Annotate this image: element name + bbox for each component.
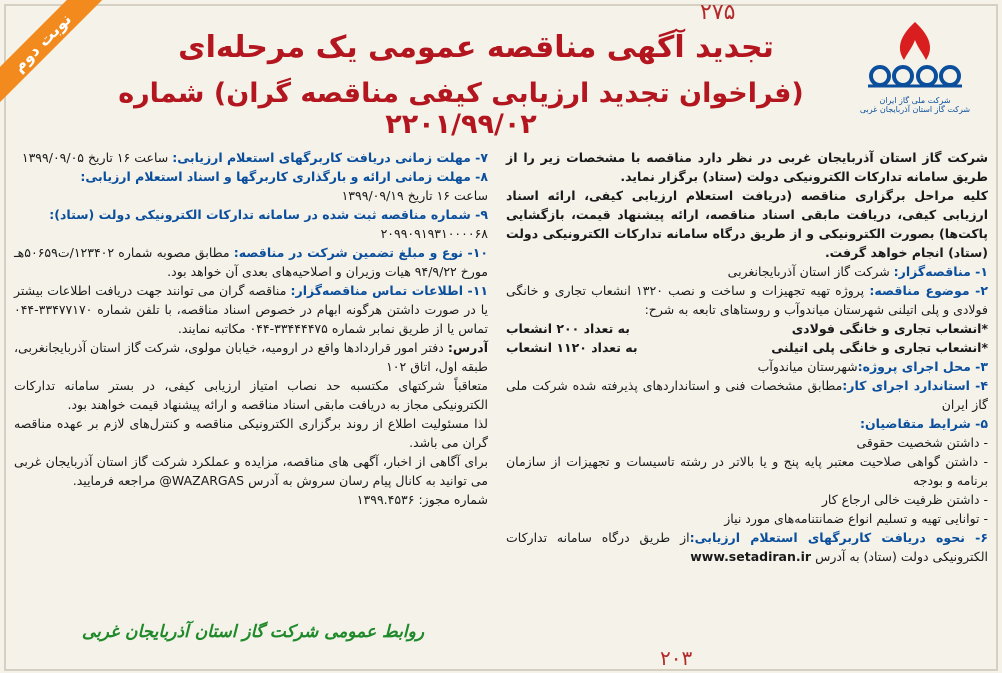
section-10-text: مطابق مصوبه شماره ۱۲۳۴۰۲/ت۵۰۶۵۹هـ مورخ ۹۴/۹/۲۲ هیات وزیران و اصلاحیه‌های بعدی آن خواهد بود.: [14, 245, 488, 279]
logo-line1: شرکت ملی گاز ایران: [879, 96, 951, 105]
section-3-label: ۳- محل اجرای پروژه:: [857, 359, 988, 374]
req-1: - داشتن شخصیت حقوقی: [856, 435, 988, 450]
section-1-text: شرکت گاز استان آذربایجانغربی: [727, 264, 894, 279]
section-3-text: شهرستان میاندوآب: [757, 359, 858, 374]
handwritten-mark-top: ۲۷۵: [700, 0, 736, 25]
item-steel: [506, 319, 988, 338]
req-2: - داشتن گواهی صلاحیت معتبر پایه پنج و یا بالاتر در رشته تاسیسات و تجهیزات از سازمان برنامه و بودجه: [506, 454, 988, 488]
section-4-text: مطابق مشخصات فنی و استانداردهای پذیرفته شده شرکت ملی گاز ایران: [506, 378, 988, 412]
ribbon-label: نوبت دوم: [0, 0, 107, 108]
section-8-label: ۸- مهلت زمانی ارائه و بارگذاری کاربرگها و اسناد استعلام ارزیابی:: [80, 169, 488, 184]
ad-title: تجدید آگهی مناقصه عمومی یک مرحله‌ای: [178, 30, 774, 65]
section-1: [506, 262, 988, 281]
section-7-label: ۷- مهلت زمانی دریافت کاربرگهای استعلام ارزیابی:: [172, 150, 488, 165]
section-5-label: ۵- شرایط متقاضیان:: [859, 416, 988, 431]
item-steel-label: *انشعاب تجاری و خانگی فولادی: [791, 321, 988, 336]
section-2: [506, 281, 988, 319]
address-label: آدرس:: [447, 340, 488, 355]
item-pe-count: به تعداد ۱۱۲۰ انشعاب: [506, 340, 638, 355]
gas-flame-logo-icon: [860, 14, 970, 94]
ad-subtitle: (فراخوان تجدید ارزیابی کیفی مناقصه گران) شماره ۲۲۰۱/۹۹/۰۲: [118, 78, 804, 140]
item-steel-count: به تعداد ۲۰۰ انشعاب: [506, 321, 630, 336]
company-logo: [846, 14, 984, 114]
section-6-text: از طریق درگاه سامانه تدارکات الکترونیکی دولت (ستاد) به آدرس: [506, 530, 988, 564]
permit-number: شماره مجوز: ۱۳۹۹.۴۵۳۶: [356, 492, 488, 507]
handwritten-mark-bottom: ۲۰۳: [660, 646, 693, 670]
section-3: [506, 357, 988, 376]
section-7: [14, 148, 488, 167]
para-1: متعاقباً شرکتهای مکتسبه حد نصاب امتیاز ارزیابی کیفی، در بستر سامانه تدارکات الکترونیکی مجاز به دریافت مابقی اسناد مناقصه و ارائه پیشنهاد قیمت خواهند بود.: [14, 378, 488, 412]
setad-url: www.setadiran.ir: [690, 549, 812, 564]
footer-signature: روابط عمومی شرکت گاز استان آذربایجان غربی: [81, 622, 425, 642]
logo-line2: شرکت گاز استان آذربایجان غربی: [859, 105, 971, 114]
address-text: دفتر امور قراردادها واقع در ارومیه، خیابان مولوی، شرکت گاز استان آذربایجانغربی، طبقه اول، اتاق ۱۰۲: [14, 340, 488, 374]
section-1-label: ۱- مناقصه‌گزار:: [893, 264, 988, 279]
section-9-text: ۲۰۹۹۰۹۱۹۳۱۰۰۰۰۶۸: [380, 226, 488, 241]
section-9-label: ۹- شماره مناقصه ثبت شده در سامانه تدارکات الکترونیکی دولت (ستاد):: [49, 207, 488, 222]
section-6: [506, 528, 988, 566]
item-pe-label: *انشعاب تجاری و خانگی پلی اتیلنی: [771, 340, 988, 355]
section-8-text: ساعت ۱۶ تاریخ ۱۳۹۹/۰۹/۱۹: [341, 188, 488, 203]
section-6-label: ۶- نحوه دریافت کاربرگهای استعلام ارزیابی:: [689, 530, 988, 545]
section-2-label: ۲- موضوع مناقصه:: [869, 283, 988, 298]
left-column: [14, 148, 488, 509]
address: [14, 338, 488, 376]
section-11: [14, 281, 488, 338]
req-3: - داشتن ظرفیت خالی ارجاع کار: [821, 492, 988, 507]
item-pe: [506, 338, 988, 357]
para-2: لذا مسئولیت اطلاع از روند برگزاری الکترونیکی مناقصه و کنترل‌های لازم بر عهده مناقصه گران می باشد.: [14, 416, 488, 450]
req-4: - توانایی تهیه و تسلیم انواع ضمانتنامه‌های مورد نیاز: [724, 511, 988, 526]
section-10-label: ۱۰- نوع و مبلغ تضمین شرکت در مناقصه:: [233, 245, 489, 260]
section-4: [506, 376, 988, 414]
section-2-text: پروژه تهیه تجهیزات و ساخت و نصب ۱۳۲۰ انشعاب تجاری و خانگی فولادی و پلی اتیلنی شهرستان میاندوآب و روستاهای تابعه به شرح:: [506, 283, 988, 317]
right-column: [506, 148, 988, 566]
intro-text: شرکت گاز استان آذربایجان غربی در نظر دارد مناقصه با مشخصات زیر را از طریق سامانه تدارکات الکترونیکی دولت (ستاد) برگزار نماید.: [506, 150, 988, 184]
para-3: برای آگاهی از اخبار، آگهی های مناقصه، مزایده و عملکرد شرکت گاز استان آذربایجان غربی می توانید به کانال پیام رسان سروش به آدرس WAZARGAS@ مراجعه فرمایید.: [14, 454, 488, 488]
section-7-text: ساعت ۱۶ تاریخ ۱۳۹۹/۰۹/۰۵: [21, 150, 173, 165]
section-11-text: مناقصه گران می توانند جهت دریافت اطلاعات بیشتر یا در صورت داشتن هرگونه ابهام در خصوص اسناد مناقصه، با تلفن شماره ۳۳۴۷۷۱۷۰-۰۴۴ تماس یا از طریق نمابر شماره ۳۳۴۴۴۴۷۵-۰۴۴ مکاتبه نمایند.: [14, 283, 488, 336]
section-10: [14, 243, 488, 281]
section-11-label: ۱۱- اطلاعات تماس مناقصه‌گزار:: [290, 283, 488, 298]
intro-text-2: کلیه مراحل برگزاری مناقصه (دریافت استعلام ارزیابی کیفی، ارائه اسناد ارزیابی کیفی، دریافت مابقی اسناد مناقصه، ارائه پیشنهاد قیمت، بازگشایی پاکت‌ها) بصورت الکترونیکی و از طریق درگاه سامانه تدارکات الکترونیکی دولت (ستاد) انجام خواهد گرفت.: [506, 188, 988, 260]
section-4-label: ۴- استاندارد اجرای کار:: [842, 378, 989, 393]
